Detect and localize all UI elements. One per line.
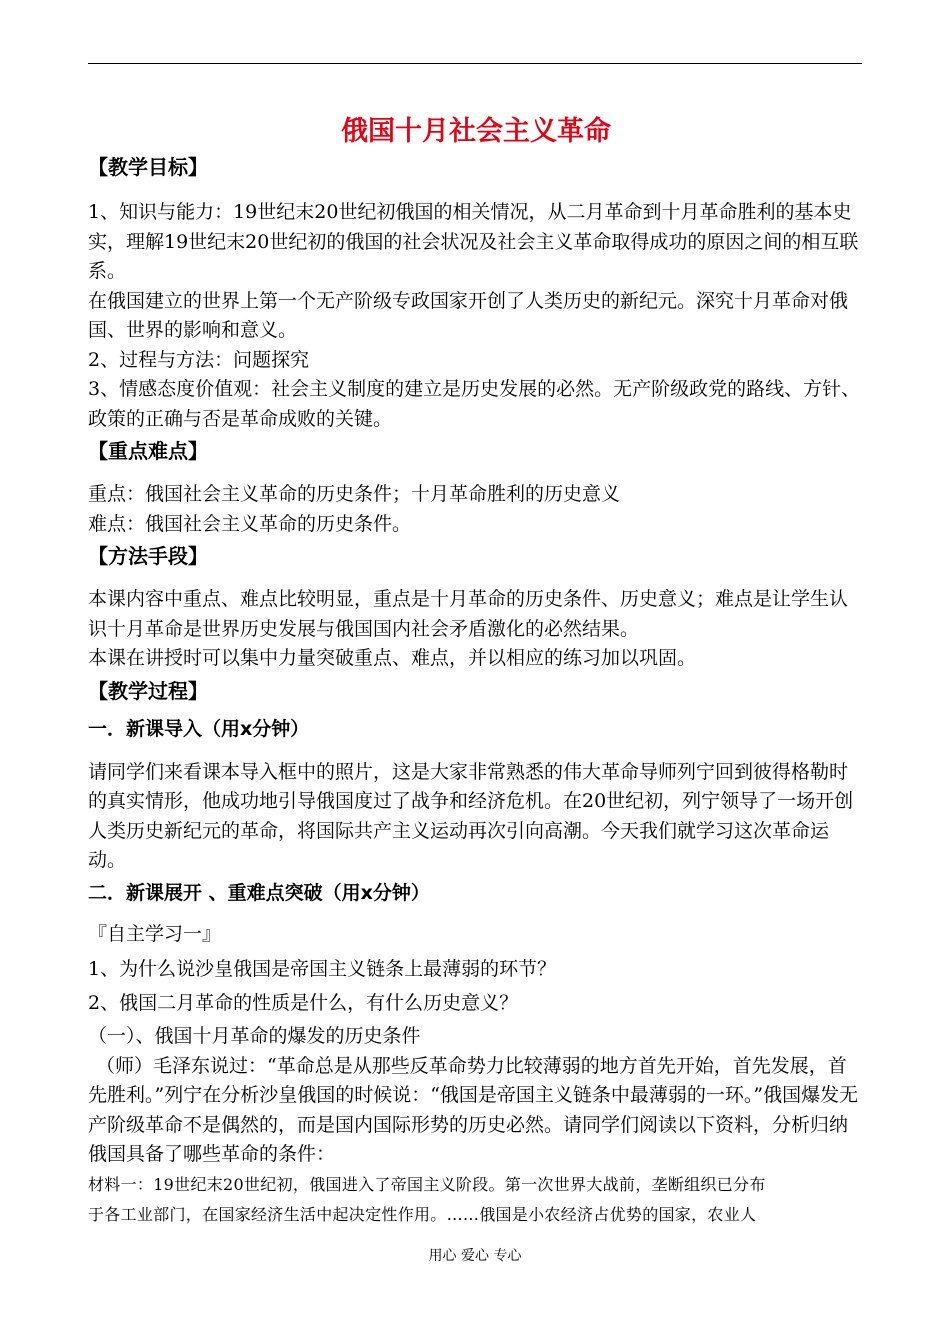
key-heading: 【重点难点】 [88,439,208,463]
document-body [88,114,864,1230]
self-study-label: 『自主学习一』 [88,922,222,945]
page-footer: 用心 爱心 专心 [428,1248,522,1264]
part2-heading: 二．新课展开 、重难点突破（用x分钟） [88,881,430,904]
part1-heading: 一．新课导入（用x分钟） [88,717,310,740]
goal-1: 1、知识与能力：19世纪末20世纪初俄国的相关情况，从二月革命到十月革命胜利的基本史实，理解19世纪末20世纪初的俄国的社会状况及社会主义革命取得成功的原因之间的相互联系。 [88,201,859,282]
method-1: 本课内容中重点、难点比较明显，重点是十月革命的历史条件、历史意义；难点是让学生认识十月革命是世界历史发展与俄国国内社会矛盾激化的必然结果。 [88,588,849,640]
difficult-point: 难点：俄国社会主义革命的历史条件。 [88,512,412,535]
goal-2: 2、过程与方法：问题探究 [88,348,310,371]
goals-heading: 【教学目标】 [88,155,208,179]
material-line-2: 于各工业部门，在国家经济生活中起决定性作用。……俄国是小农经济占优势的国家，农业人 [88,1204,757,1224]
goal-3: 3、情感态度价值观：社会主义制度的建立是历史发展的必然。无产阶级政党的路线、方针、政策的正确与否是革命成败的关键。 [88,378,861,430]
teacher-text: （师）毛泽东说过：“革命总是从那些反革命势力比较薄弱的地方首先开始，首先发展，首先胜利。”列宁在分析沙皇俄国的时候说：“俄国是帝国主义链条中最薄弱的一环。”俄国爆发无产阶级革命不是偶然的，而是国内国际形势的历史必然。请同学们阅读以下资料，分析归纳俄国具备了哪些革命的条件： [88,1054,859,1165]
method-heading: 【方法手段】 [88,544,208,568]
question-1: 1、为什么说沙皇俄国是帝国主义链条上最薄弱的环节？ [88,958,557,980]
header-rule [88,63,862,64]
process-heading: 【教学过程】 [88,678,208,703]
material-line-1: 材料一：19世纪末20世纪初，俄国进入了帝国主义阶段。第一次世界大战前，垄断组织已分布 [88,1174,766,1194]
document-title: 俄国十月社会主义革命 [341,116,611,147]
part1-text: 请同学们来看课本导入框中的照片，这是大家非常熟悉的伟大革命导师列宁回到彼得格勒时的真实情形，他成功地引导俄国度过了战争和经济危机。在20世纪初，列宁领导了一场开创人类历史新纪元的革命，将国际共产主义运动再次引向高潮。今天我们就学习这次革命运动。 [88,760,854,871]
subsection-1-title: （一）、俄国十月革命的爆发的历史条件 [88,1025,421,1047]
question-2: 2、俄国二月革命的性质是什么，有什么历史意义？ [88,991,519,1014]
method-2: 本课在讲授时可以集中力量突破重点、难点，并以相应的练习加以巩固。 [88,647,697,669]
key-point: 重点：俄国社会主义革命的历史条件；十月革命胜利的历史意义 [88,483,621,505]
goal-1-extra: 在俄国建立的世界上第一个无产阶级专政国家开创了人类历史的新纪元。深究十月革命对俄国、世界的影响和意义。 [88,289,849,341]
